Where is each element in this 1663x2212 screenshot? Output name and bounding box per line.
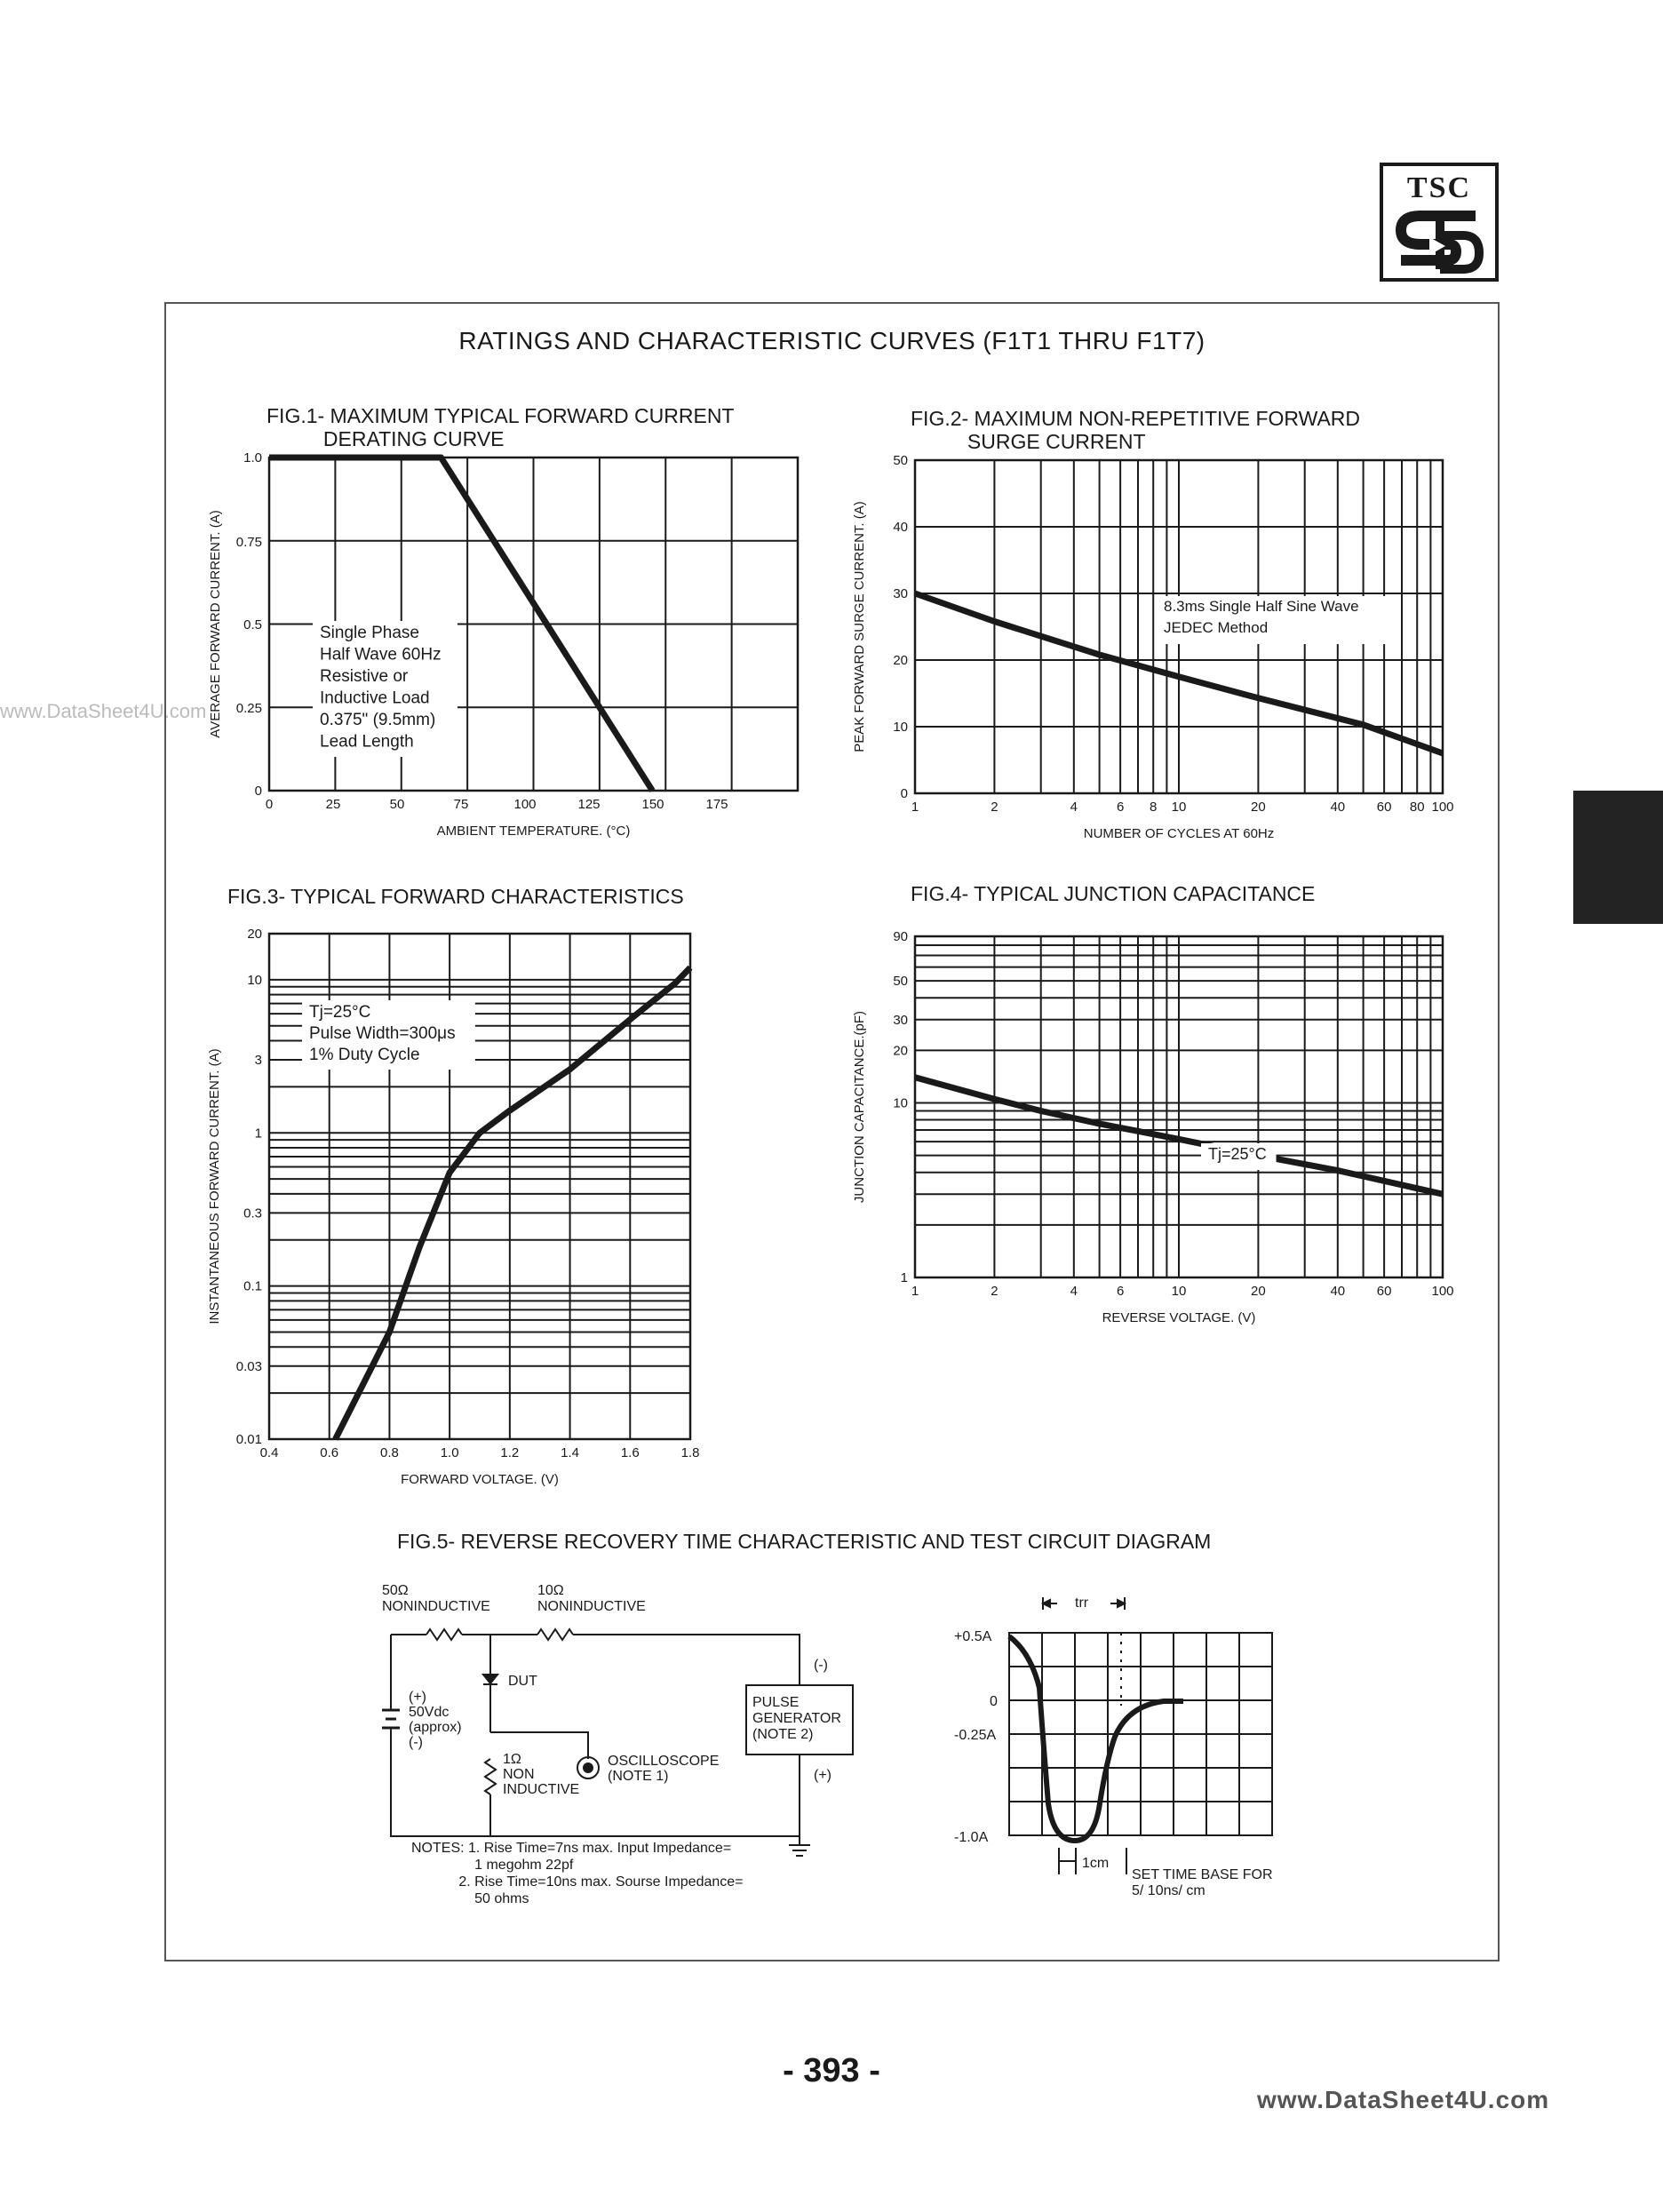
fig2-x-tick-label: 1 <box>911 800 919 815</box>
r1-label: NONINDUCTIVE <box>382 1599 490 1614</box>
pg-label1: PULSE <box>752 1695 800 1710</box>
fig3-y-tick-label: 1 <box>254 1126 262 1142</box>
fig2-x-tick-label: 10 <box>1171 800 1187 815</box>
fig2-x-tick-label: 2 <box>991 800 999 815</box>
resistor-1-icon <box>485 1759 496 1794</box>
fig2-y-tick-label: 40 <box>893 520 908 535</box>
fig4-x-axis-label: REVERSE VOLTAGE. (V) <box>1102 1310 1256 1325</box>
fig2-y-tick-label: 0 <box>900 786 908 801</box>
trr-label: trr <box>1075 1595 1089 1611</box>
watermark-bottom: www.DataSheet4U.com <box>1257 2086 1550 2113</box>
r1-value: 50Ω <box>382 1583 409 1598</box>
fig4-x-tick-label: 100 <box>1431 1284 1454 1299</box>
resistor-10-icon <box>537 1629 573 1640</box>
fig4-x-tick-label: 60 <box>1376 1284 1392 1299</box>
fig3-x-tick-label: 1.2 <box>500 1445 520 1460</box>
fig1-x-tick-label: 50 <box>389 797 405 812</box>
fig4-x-tick-label: 4 <box>1070 1284 1078 1299</box>
timebase-line2: 5/ 10ns/ cm <box>1132 1883 1205 1898</box>
fig1-x-tick-label: 25 <box>325 797 341 812</box>
fig5-waveform <box>942 1590 1315 1910</box>
fig1-x-axis-label: AMBIENT TEMPERATURE. (°C) <box>436 824 631 839</box>
fig2-x-tick-label: 60 <box>1376 800 1392 815</box>
cm-label: 1cm <box>1082 1856 1110 1871</box>
r2-value: 10Ω <box>537 1583 564 1598</box>
r3-label2: INDUCTIVE <box>503 1782 580 1797</box>
fig4-x-tick-label: 40 <box>1330 1284 1346 1299</box>
source-minus: (-) <box>409 1735 423 1750</box>
fig4-y-tick-label: 1 <box>900 1270 908 1285</box>
fig1-annotation-text: Single Phase <box>320 624 419 642</box>
page-title: RATINGS AND CHARACTERISTIC CURVES (F1T1 THRU F1T7) <box>458 327 1205 354</box>
watermark-left: www.DataSheet4U.com <box>0 700 207 722</box>
fig2-x-tick-label: 40 <box>1330 800 1346 815</box>
fig2-annotation-text: JEDEC Method <box>1164 619 1269 636</box>
fig4-x-tick-label: 10 <box>1171 1284 1187 1299</box>
fig3-y-tick-label: 0.3 <box>243 1205 262 1221</box>
scope-note: (NOTE 1) <box>608 1769 669 1784</box>
fig1-annotation-text: Lead Length <box>320 732 414 752</box>
fig2-x-tick-label: 4 <box>1070 800 1078 815</box>
fig3-x-tick-label: 1.6 <box>620 1445 640 1460</box>
timebase-line1: SET TIME BASE FOR <box>1132 1867 1273 1882</box>
dut-label: DUT <box>508 1674 537 1689</box>
wave-y-label-3: -0.25A <box>954 1728 997 1743</box>
pg-label2: GENERATOR <box>752 1711 841 1726</box>
fig1-x-tick-label: 150 <box>641 797 664 812</box>
wave-y-label-4: -1.0A <box>954 1830 989 1845</box>
fig4-title: FIG.4- TYPICAL JUNCTION CAPACITANCE <box>911 882 1316 905</box>
r3-label1: NON <box>503 1767 535 1782</box>
diode-dut-icon <box>483 1675 497 1684</box>
fig1-title: FIG.1- MAXIMUM TYPICAL FORWARD CURRENT DERATING CURVE <box>267 404 735 450</box>
fig2-y-tick-label: 10 <box>893 720 908 735</box>
fig4-y-axis-label: JUNCTION CAPACITANCE.(pF) <box>852 1010 867 1204</box>
fig1-y-tick-label: 0.25 <box>235 701 262 716</box>
battery-icon <box>382 1710 400 1728</box>
logo-text: TSC <box>1406 171 1472 204</box>
fig1-annotation-text: Half Wave 60Hz <box>320 645 442 664</box>
fig4-x-tick-label: 20 <box>1251 1284 1266 1299</box>
fig3-title: FIG.3- TYPICAL FORWARD CHARACTERISTICS <box>227 885 684 908</box>
source-approx: (approx) <box>409 1720 462 1735</box>
fig2-x-tick-label: 20 <box>1251 800 1266 815</box>
fig3-y-tick-label: 20 <box>247 927 262 942</box>
fig1-x-tick-label: 175 <box>705 797 728 812</box>
fig1-y-tick-label: 1.0 <box>243 450 262 465</box>
fig4-y-tick-label: 20 <box>893 1043 908 1059</box>
fig3-annotation-text: 1% Duty Cycle <box>309 1046 420 1064</box>
fig2-y-tick-label: 20 <box>893 653 908 668</box>
fig3-x-tick-label: 0.8 <box>379 1445 399 1460</box>
fig2-y-axis-label: PEAK FORWARD SURGE CURRENT. (A) <box>852 501 867 752</box>
fig4-x-tick-label: 2 <box>991 1284 999 1299</box>
wave-y-label-1: +0.5A <box>954 1629 992 1644</box>
fig3-x-tick-label: 0.6 <box>320 1445 339 1460</box>
ground-icon <box>789 1836 810 1856</box>
fig3-x-axis-label: FORWARD VOLTAGE. (V) <box>401 1472 559 1487</box>
fig2-x-tick-label: 6 <box>1116 800 1125 815</box>
fig3-y-tick-label: 10 <box>247 972 262 988</box>
pg-label3: (NOTE 2) <box>752 1727 814 1742</box>
fig4-y-tick-label: 30 <box>893 1012 908 1028</box>
fig1-x-tick-label: 125 <box>577 797 601 812</box>
fig4-y-tick-label: 10 <box>893 1095 908 1111</box>
fig3-annotation-text: Pulse Width=300μs <box>309 1024 456 1043</box>
fig1-annotation-text: Resistive or <box>320 667 409 686</box>
resistor-50-icon <box>426 1629 462 1640</box>
fig2-x-tick-label: 80 <box>1409 800 1425 815</box>
fig3-x-tick-label: 1.4 <box>561 1445 580 1460</box>
fig1-x-tick-label: 75 <box>453 797 469 812</box>
fig1-y-axis-label: AVERAGE FORWARD CURRENT. (A) <box>208 510 223 738</box>
fig3-y-tick-label: 3 <box>254 1053 262 1069</box>
fig3-x-tick-label: 1.0 <box>440 1445 459 1460</box>
fig5-title: FIG.5- REVERSE RECOVERY TIME CHARACTERISTIC AND TEST CIRCUIT DIAGRAM <box>397 1530 1212 1553</box>
r2-label: NONINDUCTIVE <box>537 1599 646 1614</box>
fig2-title: FIG.2- MAXIMUM NON-REPETITIVE FORWARD SURGE CURRENT <box>911 407 1361 453</box>
fig4-y-tick-label: 90 <box>893 929 908 944</box>
fig3-y-axis-label: INSTANTANEOUS FORWARD CURRENT. (A) <box>207 1048 222 1325</box>
fig5-notes: NOTES: 1. Rise Time=7ns max. Input Impedance= 1 megohm 22pf 2. Rise Time=10ns max. Sourse Impedance= 50 ohms <box>411 1841 744 1906</box>
fig2-x-tick-label: 100 <box>1431 800 1454 815</box>
fig4-y-tick-label: 50 <box>893 974 908 990</box>
fig1-y-tick-label: 0.75 <box>235 535 262 550</box>
fig3-annotation-text: Tj=25°C <box>309 1003 371 1022</box>
fig3-x-tick-label: 1.8 <box>680 1445 700 1460</box>
fig2-y-tick-label: 30 <box>893 586 908 601</box>
scope-label: OSCILLOSCOPE <box>608 1754 720 1769</box>
fig3-y-tick-label: 0.1 <box>243 1278 262 1294</box>
fig1-x-tick-label: 100 <box>513 797 537 812</box>
fig4-grid <box>915 936 1443 1277</box>
fig4-x-tick-label: 1 <box>911 1284 919 1299</box>
page-number: - 393 - <box>783 2052 880 2089</box>
fig1-annotation-text: 0.375" (9.5mm) <box>320 711 436 729</box>
wave-y-label-2: 0 <box>990 1694 998 1709</box>
fig1-y-tick-label: 0 <box>254 784 262 799</box>
source-value: 50Vdc <box>409 1705 450 1720</box>
pg-minus: (-) <box>814 1658 828 1673</box>
fig2-x-tick-label: 8 <box>1150 800 1158 815</box>
pg-plus: (+) <box>814 1768 832 1783</box>
fig3-y-tick-label: 0.01 <box>235 1432 262 1447</box>
fig4-x-tick-label: 6 <box>1116 1284 1125 1299</box>
fig3-x-tick-label: 0.4 <box>259 1445 279 1460</box>
fig2-x-axis-label: NUMBER OF CYCLES AT 60Hz <box>1083 826 1275 841</box>
source-plus: (+) <box>409 1690 426 1705</box>
fig1-annotation-text: Inductive Load <box>320 688 430 708</box>
fig3-y-tick-label: 0.03 <box>235 1358 262 1374</box>
fig2-annotation-text: 8.3ms Single Half Sine Wave <box>1164 598 1359 615</box>
fig4-annotation-text: Tj=25°C <box>1208 1145 1267 1163</box>
fig1-y-tick-label: 0.5 <box>243 617 262 633</box>
fig2-y-tick-label: 50 <box>893 453 908 468</box>
r3-value: 1Ω <box>503 1752 521 1767</box>
fig1-x-tick-label: 0 <box>265 797 274 812</box>
